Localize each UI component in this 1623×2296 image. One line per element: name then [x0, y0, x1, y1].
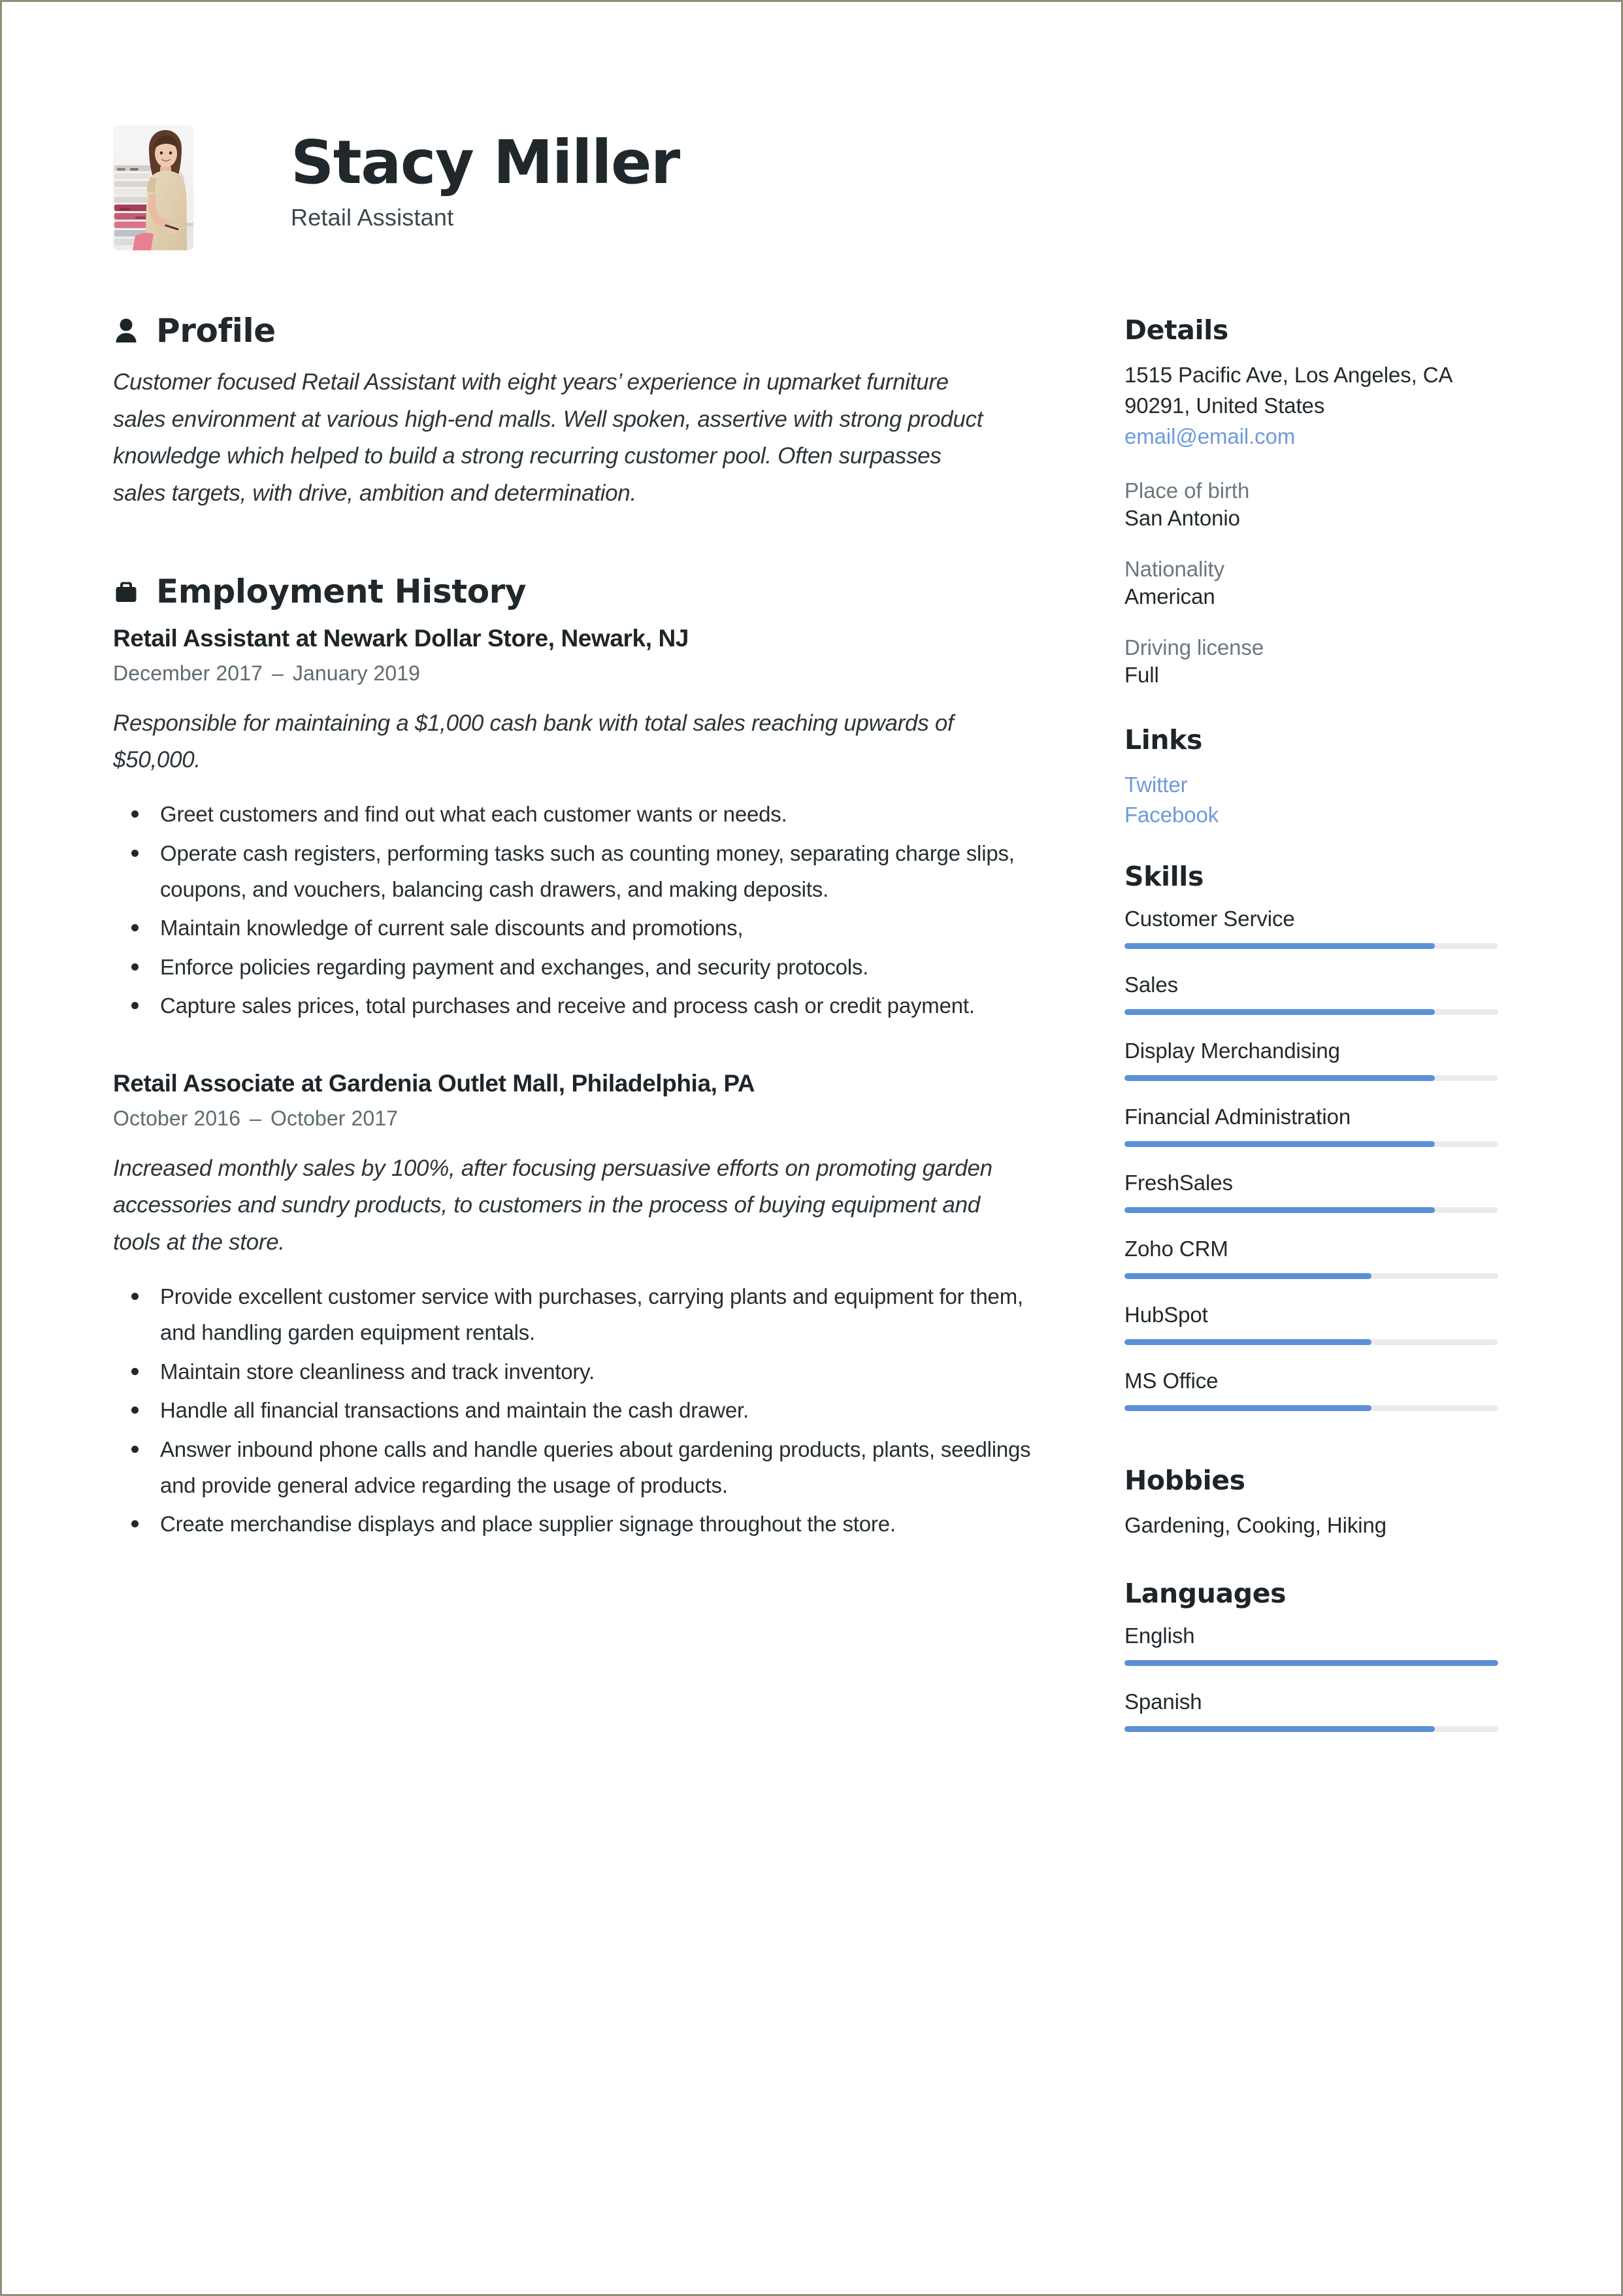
skill-bar-fill	[1124, 1273, 1371, 1279]
skill-label: Display Merchandising	[1124, 1039, 1340, 1063]
bullet-icon	[131, 1446, 139, 1453]
skill-bar-fill	[1124, 1207, 1435, 1213]
detail-field	[1124, 557, 1498, 609]
list-item	[116, 796, 1043, 832]
list-item	[116, 988, 1043, 1023]
detail-label: Driving license	[1124, 635, 1264, 659]
job-start-date: December 2017	[113, 661, 263, 685]
sidebar-spacer	[1124, 688, 1498, 724]
skill-row	[1124, 1369, 1498, 1411]
bullet-icon	[131, 1520, 139, 1527]
link-facebook[interactable]: Facebook	[1124, 803, 1219, 827]
job-end-date: October 2017	[270, 1106, 399, 1130]
language-row	[1124, 1689, 1498, 1732]
skill-label: FreshSales	[1124, 1171, 1233, 1195]
duty-text: Provide excellent customer service with purchases, carrying plants and equipment for them, and handling garden equipment rentals.	[160, 1284, 1023, 1345]
bullet-icon	[131, 924, 139, 931]
skill-bar-track	[1124, 1207, 1498, 1213]
name-block	[291, 127, 680, 231]
duty-text: Answer inbound phone calls and handle queries about gardening products, plants, seedlings and provide general advice regarding the usage of products.	[160, 1437, 1031, 1497]
skill-label: MS Office	[1124, 1369, 1219, 1393]
bullet-icon	[131, 850, 139, 857]
skill-bar-track	[1124, 943, 1498, 949]
skill-row	[1124, 907, 1498, 949]
skill-bar-fill	[1124, 1141, 1435, 1147]
date-dash: –	[272, 661, 284, 685]
detail-field	[1124, 635, 1498, 688]
skill-bar-track	[1124, 1141, 1498, 1147]
hobbies-text: Gardening, Cooking, Hiking	[1124, 1513, 1386, 1538]
skill-label: Zoho CRM	[1124, 1237, 1228, 1261]
list-item	[116, 1506, 1043, 1542]
job-title-line: Retail Assistant at Newark Dollar Store, Newark, NJ	[113, 624, 689, 652]
employment-heading: Employment History	[156, 572, 527, 610]
job-duties-list	[116, 1278, 1043, 1542]
skill-label: Financial Administration	[1124, 1105, 1351, 1129]
portrait-photo-icon	[113, 125, 193, 250]
employment-section-header	[113, 572, 1067, 610]
list-item	[116, 1392, 1043, 1428]
employment-entry	[113, 1070, 1067, 1542]
skill-label: Sales	[1124, 973, 1179, 997]
skill-row	[1124, 973, 1498, 1015]
person-icon	[113, 316, 139, 346]
duty-text: Operate cash registers, performing tasks such as counting money, separating charge slips, coupons, and vouchers, balancing cash drawers, and making deposits.	[160, 840, 1015, 901]
bullet-icon	[131, 1368, 139, 1375]
language-label: English	[1124, 1623, 1195, 1648]
sidebar	[1124, 314, 1498, 1755]
profile-heading: Profile	[156, 312, 276, 350]
job-dates	[113, 1106, 1067, 1131]
profile-text: Customer focused Retail Assistant with eight years’ experience in upmarket furniture sales environment at various high-end malls. Well spoken, assertive with strong product knowledge which helped to build a strong recurring customer pool. Often surpasses sales targets, with drive, ambition and determination.	[113, 369, 983, 507]
details-heading: Details	[1124, 314, 1228, 346]
job-title: Retail Assistant	[291, 203, 454, 231]
main-column	[113, 314, 1067, 1553]
language-label: Spanish	[1124, 1689, 1202, 1714]
languages-heading: Languages	[1124, 1578, 1287, 1610]
language-bar-track	[1124, 1726, 1498, 1732]
duty-text: Capture sales prices, total purchases and receive and process cash or credit payment.	[160, 993, 975, 1018]
duty-text: Handle all financial transactions and maintain the cash drawer.	[160, 1398, 749, 1423]
skill-bar-track	[1124, 1339, 1498, 1345]
skill-row	[1124, 1237, 1498, 1279]
skill-bar-track	[1124, 1405, 1498, 1411]
hobbies-heading: Hobbies	[1124, 1465, 1245, 1497]
bullet-icon	[131, 1406, 139, 1414]
bullet-icon	[131, 810, 139, 818]
language-bar-fill	[1124, 1660, 1498, 1666]
skill-bar-track	[1124, 1273, 1498, 1279]
job-end-date: January 2019	[292, 661, 421, 685]
bullet-icon	[131, 1002, 139, 1009]
address-line-1: 1515 Pacific Ave, Los Angeles, CA	[1124, 363, 1453, 387]
address-line-2: 90291, United States	[1124, 393, 1325, 418]
page-title: Stacy Miller	[291, 127, 680, 197]
sidebar-spacer	[1124, 1435, 1498, 1465]
email-link[interactable]: email@email.com	[1124, 424, 1296, 448]
skill-bar-fill	[1124, 1009, 1435, 1015]
skill-row	[1124, 1171, 1498, 1213]
duty-text: Maintain knowledge of current sale discounts and promotions,	[160, 916, 744, 940]
section-spacer	[113, 512, 1067, 575]
skill-label: Customer Service	[1124, 907, 1295, 931]
skill-bar-track	[1124, 1075, 1498, 1081]
skills-heading: Skills	[1124, 861, 1204, 893]
list-item	[116, 949, 1043, 985]
list-item	[116, 835, 1043, 908]
job-duties-list	[116, 796, 1043, 1024]
sidebar-spacer	[1124, 1541, 1498, 1578]
job-summary: Increased monthly sales by 100%, after focusing persuasive efforts on promoting garden accessories and sundry products, to customers in the process of buying equipment and tools at the store.	[113, 1155, 992, 1256]
job-title-line: Retail Associate at Gardenia Outlet Mall, Philadelphia, PA	[113, 1069, 755, 1097]
skill-row	[1124, 1039, 1498, 1081]
date-dash: –	[250, 1106, 262, 1130]
bullet-icon	[131, 963, 139, 971]
language-bar-fill	[1124, 1726, 1435, 1732]
detail-value: San Antonio	[1124, 505, 1240, 530]
duty-text: Maintain store cleanliness and track inventory.	[160, 1359, 595, 1384]
list-item	[116, 1354, 1043, 1389]
skill-bar-fill	[1124, 1075, 1435, 1081]
avatar	[113, 125, 193, 250]
skill-row	[1124, 1105, 1498, 1147]
skill-bar-fill	[1124, 1405, 1371, 1411]
job-start-date: October 2016	[113, 1106, 241, 1130]
employment-entry	[113, 625, 1067, 1024]
language-row	[1124, 1623, 1498, 1666]
resume-header	[113, 125, 1158, 256]
sidebar-spacer	[1124, 831, 1498, 861]
skill-bar-fill	[1124, 1339, 1371, 1345]
link-twitter[interactable]: Twitter	[1124, 772, 1188, 797]
detail-label: Nationality	[1124, 556, 1224, 581]
detail-label: Place of birth	[1124, 478, 1250, 503]
skill-bar-fill	[1124, 943, 1435, 949]
duty-text: Enforce policies regarding payment and exchanges, and security protocols.	[160, 954, 869, 979]
language-bar-track	[1124, 1660, 1498, 1666]
profile-section-header	[113, 312, 1067, 350]
list-item	[116, 1431, 1043, 1504]
skill-row	[1124, 1303, 1498, 1345]
detail-value: Full	[1124, 662, 1159, 687]
links-heading: Links	[1124, 724, 1203, 756]
duty-text: Greet customers and find out what each customer wants or needs.	[160, 802, 787, 827]
job-spacer	[113, 1035, 1067, 1070]
detail-value: American	[1124, 584, 1215, 608]
list-item	[116, 1278, 1043, 1351]
briefcase-icon	[113, 576, 139, 607]
skill-label: HubSpot	[1124, 1303, 1208, 1327]
job-summary: Responsible for maintaining a $1,000 cash bank with total sales reaching upwards of $50,000.	[113, 710, 954, 773]
bullet-icon	[131, 1293, 139, 1300]
skill-bar-track	[1124, 1009, 1498, 1015]
list-item	[116, 910, 1043, 946]
resume-sheet	[2, 2, 1621, 2294]
duty-text: Create merchandise displays and place supplier signage throughout the store.	[160, 1512, 896, 1537]
detail-field	[1124, 478, 1498, 531]
job-dates	[113, 661, 1067, 686]
